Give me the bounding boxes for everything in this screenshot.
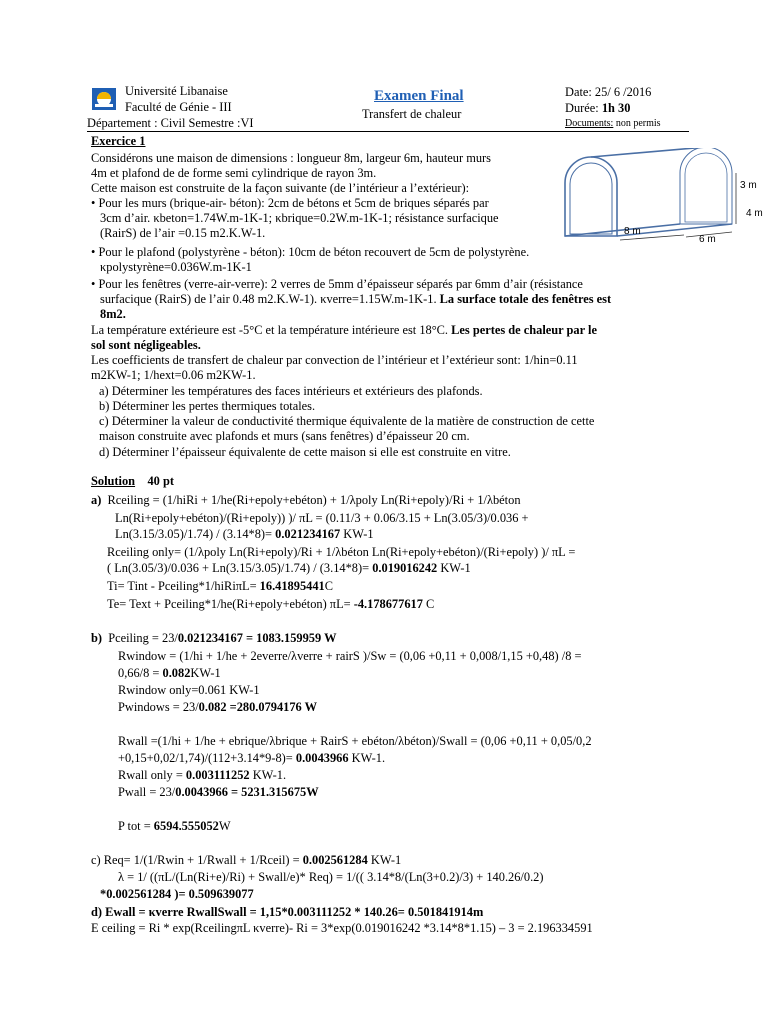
solution-a-line: Ti= Tint - Pceiling*1/hiRiπL= 16.41895441C bbox=[107, 579, 333, 593]
solution-c-line: *0.002561284 )= 0.509639077 bbox=[100, 887, 254, 901]
ceiling-line: κpolystyrène=0.036W.m-1K-1 bbox=[100, 260, 252, 274]
walls-line: (RairS) de l’air =0.15 m2.K.W-1. bbox=[100, 226, 266, 240]
solution-a-line: Rceiling only= (1/λpoly Ln(Ri+epoly)/Ri + 1/λbéton Ln(Ri+epoly+ebéton)/(Ri+epoly) )/ πL = bbox=[107, 545, 576, 559]
question-item: maison construite avec plafonds et murs (sans fenêtres) d’épaisseur 20 cm. bbox=[99, 429, 470, 443]
documents-info: Documents: non permis bbox=[565, 118, 661, 129]
department-info: Département : Civil Semestre :VI bbox=[87, 116, 254, 130]
exam-title: Examen Final bbox=[374, 88, 464, 104]
solution-b-line: b) Pceiling = 23/0.021234167 = 1083.159959 W bbox=[91, 631, 337, 645]
solution-b-line: Rwall only = 0.003111252 KW-1. bbox=[118, 768, 287, 782]
exercise-line: 4m et plafond de de forme semi cylindrique de rayon 3m. bbox=[91, 166, 377, 180]
solution-b-line: Pwall = 23/0.0043966 = 5231.315675W bbox=[118, 785, 319, 799]
solution-c-line: c) Req= 1/(1/Rwin + 1/Rwall + 1/Rceil) = 0.002561284 KW-1 bbox=[91, 853, 402, 867]
question-item: b) Déterminer les pertes thermiques totales. bbox=[99, 399, 316, 413]
windows-bullet-line: • Pour les fenêtres (verre-air-verre): 2 verres de 5mm d’épaisseur séparés par 6mm d’air (résistance bbox=[91, 277, 583, 291]
walls-bullet-line: • Pour les murs (brique-air- béton): 2cm de bétons et 5cm de briques séparés par bbox=[91, 196, 489, 210]
university-name: Université Libanaise bbox=[125, 84, 228, 98]
solution-d-line: E ceiling = Ri * exp(RceilingπL κverre)- Ri = 3*exp(0.019016242 *3.14*8*1.15) – 3 = 2.196334591 bbox=[91, 921, 593, 935]
exam-date: Date: 25/ 6 /2016 bbox=[565, 85, 652, 99]
exercise-title: Exercice 1 bbox=[91, 134, 146, 148]
temperature-line: sol sont négligeables. bbox=[91, 338, 201, 352]
solution-b-line: +0,15+0,02/1,74)/(112+3.14*9-8)= 0.0043966 KW-1. bbox=[118, 751, 386, 765]
solution-a-line: Ln(Ri+epoly+ebéton)/(Ri+epoly)) )/ πL = (0.11/3 + 0.06/3.15 + Ln(3.05/3)/0.036 + bbox=[115, 511, 529, 525]
solution-b-line: Rwindow = (1/hi + 1/he + 2everre/λverre + rairS )/Sw = (0,06 +0,11 + 0,008/1,15 +0,48) /8 = bbox=[118, 649, 582, 663]
solution-title: Solution 40 pt bbox=[91, 474, 174, 488]
exam-subject: Transfert de chaleur bbox=[362, 107, 462, 121]
temperature-line: La température extérieure est -5°C et la température intérieure est 18°C. Les pertes de chaleur par le bbox=[91, 323, 597, 337]
dim-width-label: 4 m bbox=[746, 208, 763, 219]
solution-b-line: Rwindow only=0.061 KW-1 bbox=[118, 683, 260, 697]
exercise-line: Cette maison est construite de la façon suivante (de l’intérieur a l’extérieur): bbox=[91, 181, 470, 195]
convection-line: Les coefficients de transfert de chaleur par convection de l’intérieur et l’extérieur sont: 1/hin=0.11 bbox=[91, 353, 578, 367]
solution-a-line: Te= Text + Pceiling*1/he(Ri+epoly+ebéton) πL= -4.178677617 C bbox=[107, 597, 435, 611]
solution-a-line: ( Ln(3.05/3)/0.036 + Ln(3.15/3.05)/1.74) / (3.14*8)= 0.019016242 KW-1 bbox=[107, 561, 471, 575]
windows-line: 8m2. bbox=[100, 307, 126, 321]
exercise-line: Considérons une maison de dimensions : longueur 8m, largeur 6m, hauteur murs bbox=[91, 151, 491, 165]
header-divider bbox=[87, 131, 689, 132]
solution-d-line: d) Ewall = κverre RwallSwall = 1,15*0.003111252 * 140.26= 0.501841914m bbox=[91, 905, 484, 919]
question-item: d) Déterminer l’épaisseur équivalente de cette maison si elle est construite en vitre. bbox=[99, 445, 511, 459]
solution-a-line: a) Rceiling = (1/hiRi + 1/he(Ri+epoly+ebéton) + 1/λpoly Ln(Ri+epoly)/Ri + 1/λbéton bbox=[91, 493, 521, 507]
exam-duration: Durée: 1h 30 bbox=[565, 101, 631, 115]
windows-line: surfacique (RairS) de l’air 0.48 m2.K.W-1). κverre=1.15W.m-1K-1. La surface totale des fenêtres est bbox=[100, 292, 612, 306]
solution-c-line: λ = 1/ ((πL/(Ln(Ri+e)/Ri) + Swall/e)* Req) = 1/(( 3.14*8/(Ln(3+0.2)/3) + 140.26/0.2) bbox=[118, 870, 544, 884]
solution-b-line: Pwindows = 23/0.082 =280.0794176 W bbox=[118, 700, 318, 714]
dim-height-label: 3 m bbox=[740, 180, 757, 191]
solution-b-line: Rwall =(1/hi + 1/he + ebrique/λbrique + RairS + ebéton/λbéton)/Swall = (0,06 +0,11 + 0,05/0,2 bbox=[118, 734, 592, 748]
ceiling-bullet-line: • Pour le plafond (polystyrène - béton): 10cm de béton recouvert de 5cm de polystyrène. bbox=[91, 245, 530, 259]
university-logo bbox=[91, 86, 117, 112]
walls-line: 3cm d’air. κbeton=1.74W.m-1K-1; κbrique=0.2W.m-1K-1; résistance surfacique bbox=[100, 211, 499, 225]
question-item: c) Déterminer la valeur de conductivité thermique équivalente de la matière de construction de cette bbox=[99, 414, 595, 428]
question-item: a) Déterminer les températures des faces intérieurs et extérieurs des plafonds. bbox=[99, 384, 483, 398]
faculty-name: Faculté de Génie - III bbox=[125, 100, 232, 114]
dim-length-label: 8 m bbox=[624, 226, 641, 237]
solution-b-line: 0,66/8 = 0.082KW-1 bbox=[118, 666, 221, 680]
convection-line: m2KW-1; 1/hext=0.06 m2KW-1. bbox=[91, 368, 256, 382]
house-diagram bbox=[560, 148, 766, 248]
solution-b-line: P tot = 6594.555052W bbox=[118, 819, 231, 833]
dim-depth-label: 6 m bbox=[699, 234, 716, 245]
solution-a-line: Ln(3.15/3.05)/1.74) / (3.14*8)= 0.021234167 KW-1 bbox=[115, 527, 374, 541]
